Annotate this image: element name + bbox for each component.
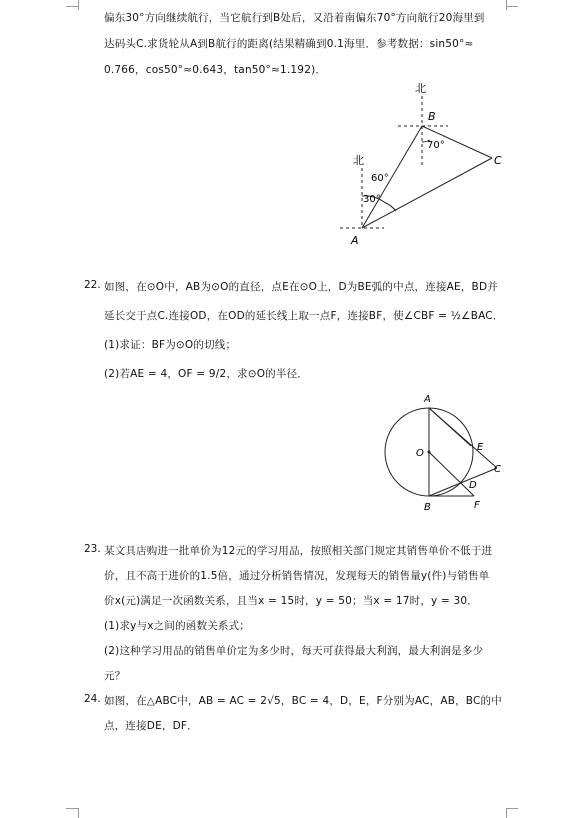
q22-line-4: (2)若AE = 4，OF = 9/2，求⊙O的半径． — [104, 368, 308, 380]
north-label-left: 北 — [353, 154, 364, 167]
segment-bc — [429, 468, 497, 496]
point-d-label: D — [469, 480, 477, 491]
center-dot — [428, 451, 431, 454]
corner-mark-top-right — [506, 6, 518, 7]
q21-figure — [0, 78, 583, 278]
point-c-label: C — [494, 464, 501, 475]
angle-30-label: 30° — [363, 194, 381, 205]
point-o-label: O — [416, 448, 424, 459]
corner-mark-top-right-v — [506, 0, 507, 10]
point-b-label: B — [428, 110, 436, 123]
q23-number: 23. — [84, 543, 101, 555]
point-b-label: B — [424, 502, 431, 513]
q22-line-3: (1)求证：BF为⊙O的切线； — [104, 339, 237, 351]
corner-mark-bottom-right-v — [506, 808, 507, 818]
q22-number: 22. — [84, 279, 101, 291]
corner-mark-bottom-right — [506, 808, 518, 809]
q23-line-5: (2)这种学习用品的销售单价定为多少时，每天可获得最大利润，最大利润是多少 — [104, 645, 484, 657]
q24-line-1: 如图，在△ABC中，AB = AC = 2√5，BC = 4，D，E，F分别为AC，AB，BC的中 — [104, 695, 502, 707]
q23-line-3: 价x(元)满足一次函数关系，且当x = 15时，y = 50；当x = 17时，y = 30． — [104, 595, 478, 607]
segment-ac — [362, 158, 492, 228]
angle-70-label: 70° — [427, 140, 445, 151]
q21-line-1: 偏东30°方向继续航行，当它航行到B处后，又沿着南偏东70°方向航行20海里到 — [104, 12, 485, 24]
corner-mark-bottom-left-v — [78, 808, 79, 818]
corner-mark-bottom-left — [66, 808, 78, 809]
point-c-label: C — [494, 154, 502, 167]
q23-line-2: 价，且不高于进价的1.5倍，通过分析销售情况，发现每天的销售量y(件)与销售单 — [104, 570, 490, 582]
q23-line-1: 某文具店购进一批单价为12元的学习用品，按照相关部门规定其销售单价不低于进 — [104, 545, 493, 557]
corner-mark-top-left — [66, 6, 78, 7]
q22-figure — [0, 390, 583, 520]
q22-line-2: 延长交于点C.连接OD，在OD的延长线上取一点F，连接BF，使∠CBF = ½∠BAC． — [104, 310, 504, 322]
point-e-label: E — [477, 442, 484, 453]
q21-line-3: 0.766，cos50°≈0.643，tan50°≈1.192)． — [104, 64, 327, 76]
point-a-label: A — [424, 394, 431, 405]
q21-line-2: 达码头C.求货轮从A到B航行的距离(结果精确到0.1海里．参考数据：sin50°≈ — [104, 38, 474, 50]
angle-60-label: 60° — [371, 173, 389, 184]
q24-line-2: 点，连接DE，DF． — [104, 720, 198, 732]
q22-line-1: 如图，在⊙O中，AB为⊙O的直径，点E在⊙O上，D为BE弧的中点，连接AE，BD并 — [104, 281, 498, 293]
corner-mark-top-left-v — [78, 0, 79, 10]
point-a-label: A — [351, 234, 359, 247]
north-label-top: 北 — [415, 82, 426, 95]
angle-arc-60 — [384, 202, 396, 211]
q23-line-6: 元？ — [104, 670, 126, 682]
point-f-label: F — [474, 500, 480, 511]
q23-line-4: (1)求y与x之间的函数关系式； — [104, 620, 251, 632]
q24-number: 24. — [84, 693, 101, 705]
